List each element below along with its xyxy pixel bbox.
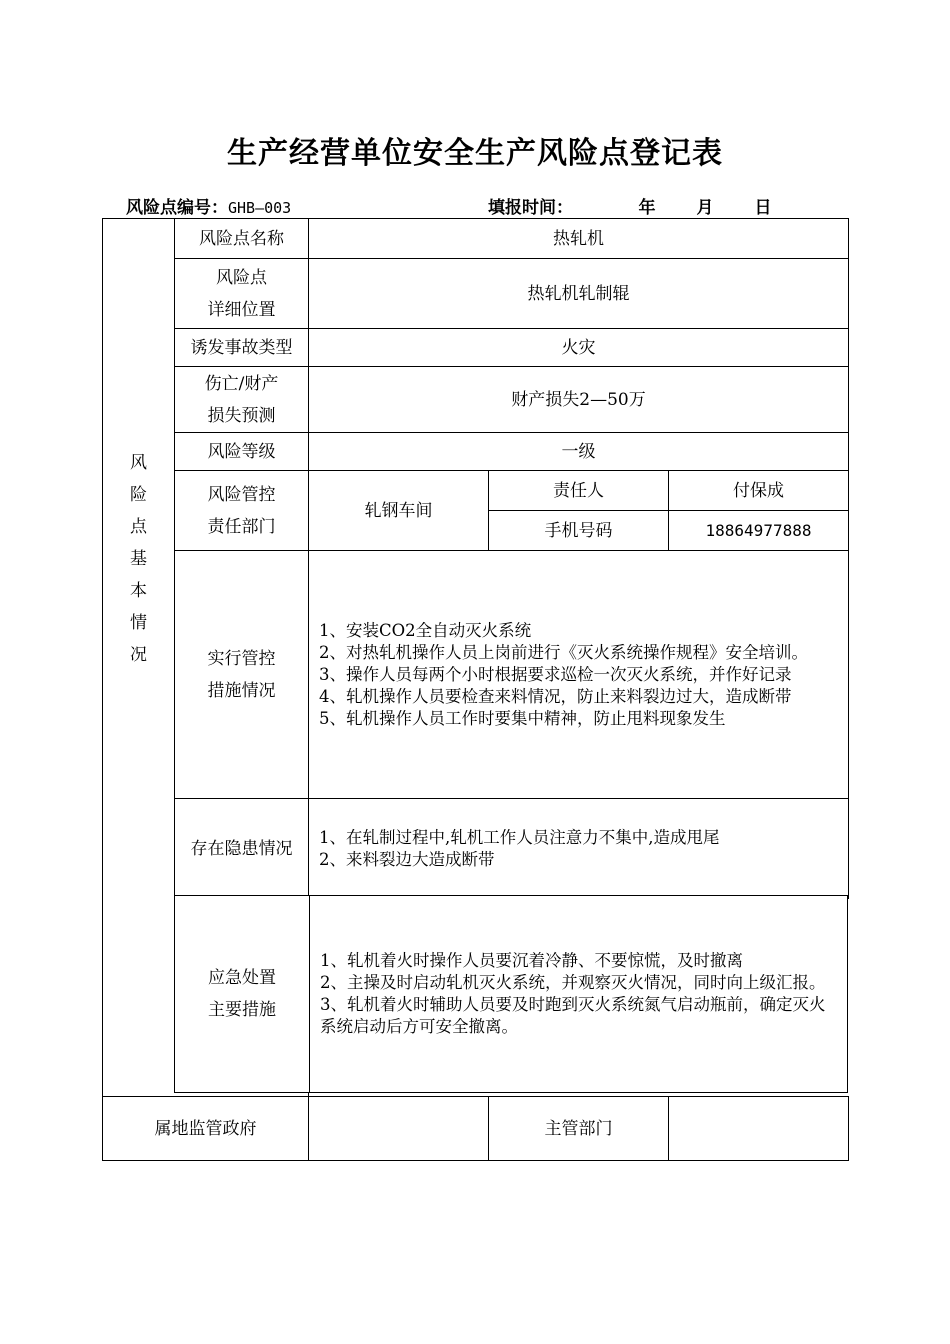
control-label: 实行管控 措施情况 (175, 551, 309, 799)
page-title: 生产经营单位安全生产风险点登记表 (227, 136, 723, 171)
fill-time (488, 193, 792, 218)
fill-time-label: 填报时间： (488, 198, 573, 218)
accident-label: 诱发事故类型 (175, 329, 309, 367)
hazard-label: 存在隐患情况 (175, 799, 309, 899)
fill-time-year: 年 (638, 198, 656, 218)
loss-label: 伤亡/财产 损失预测 (175, 367, 309, 433)
person-label: 责任人 (489, 471, 669, 511)
risk-code (126, 193, 291, 218)
emergency-row (174, 895, 848, 1093)
dept-label: 风险管控 责任部门 (175, 471, 309, 551)
loss-value: 财产损失2—50万 (309, 367, 849, 433)
side-border-left (102, 895, 175, 1093)
list-item: 2、对热轧机操作人员上岗前进行《灭火系统操作规程》安全培训。 (319, 642, 808, 662)
list-item: 1、在轧制过程中,轧机工作人员注意力不集中,造成甩尾 (319, 827, 720, 847)
dept-value: 轧钢车间 (309, 471, 489, 551)
phone-value: 18864977888 (669, 511, 849, 551)
control-measures (309, 551, 849, 799)
level-value: 一级 (309, 433, 849, 471)
list-item: 2、主操及时启动轧机灭火系统，并观察灭火情况，同时向上级汇报。 (320, 973, 826, 992)
list-item: 4、轧机操作人员要检查来料情况，防止来料裂边过大，造成断带 (319, 686, 792, 706)
emergency-measures (310, 896, 847, 1092)
dept-footer-value (669, 1097, 849, 1161)
gov-value (309, 1097, 489, 1161)
person-value: 付保成 (669, 471, 849, 511)
list-item: 5、轧机操作人员工作时要集中精神，防止甩料现象发生 (319, 708, 726, 728)
side-label: 风 险 点 基 本 情 况 (103, 219, 175, 899)
risk-code-value: GHB—003 (228, 199, 292, 217)
risk-code-label: 风险点编号： (126, 198, 228, 218)
location-label: 风险点 详细位置 (175, 259, 309, 329)
level-label: 风险等级 (175, 433, 309, 471)
list-item: 1、轧机着火时操作人员要沉着冷静、不要惊慌，及时撤离 (320, 951, 743, 970)
list-item: 3、操作人员每两个小时根据要求巡检一次灭火系统，并作好记录 (319, 664, 792, 684)
fill-time-month: 月 (696, 198, 714, 218)
list-item: 1、安装CO2全自动灭火系统 (319, 620, 532, 640)
name-value: 热轧机 (309, 219, 849, 259)
phone-label: 手机号码 (489, 511, 669, 551)
dept-footer-label: 主管部门 (489, 1097, 669, 1161)
hazard-list (309, 799, 849, 899)
location-value: 热轧机轧制辊 (309, 259, 849, 329)
name-label: 风险点名称 (175, 219, 309, 259)
list-item: 2、来料裂边大造成断带 (319, 849, 495, 869)
list-item: 3、轧机着火时辅助人员要及时跑到灭火系统氮气启动瓶前，确定灭火系统启动后方可安全撤离。 (320, 995, 826, 1036)
emergency-label: 应急处置 主要措施 (175, 896, 310, 1092)
fill-time-day: 日 (754, 198, 772, 218)
accident-value: 火灾 (309, 329, 849, 367)
gov-label: 属地监管政府 (103, 1097, 309, 1161)
